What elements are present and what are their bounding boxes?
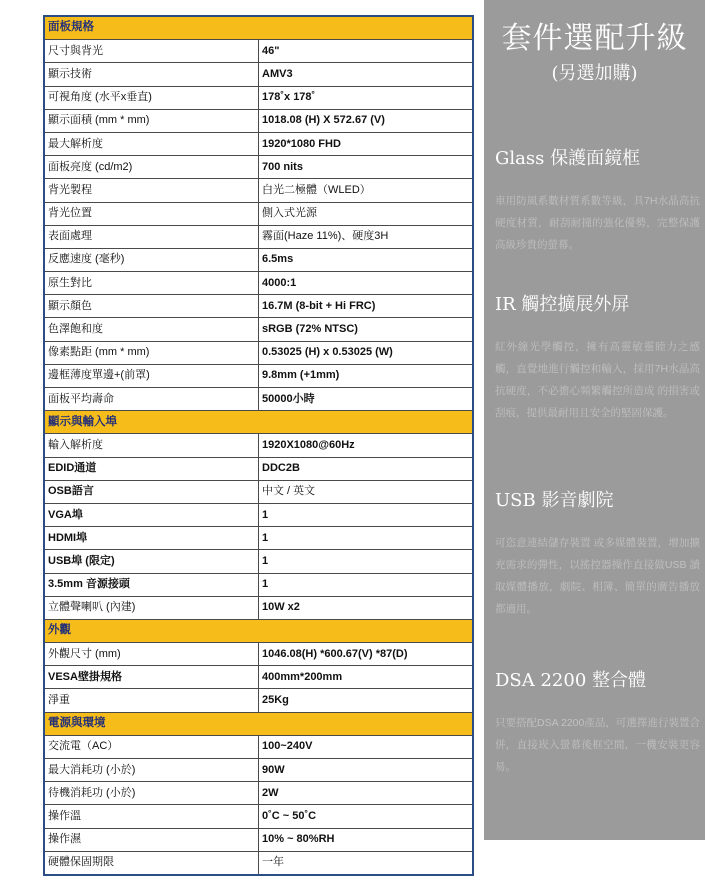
spec-value: 25Kg xyxy=(259,689,474,712)
spec-value: 178˚x 178˚ xyxy=(259,86,474,109)
spec-label: 表面處理 xyxy=(44,225,259,248)
feature-heading: DSA 2200 整合體 xyxy=(495,670,647,691)
spec-row xyxy=(44,759,473,782)
feature-glass-frame xyxy=(495,144,700,256)
spec-label: 邊框薄度單邊+(前罩) xyxy=(44,364,259,387)
spec-value: 1 xyxy=(259,527,474,550)
spec-row xyxy=(44,480,473,503)
spec-label: 交流電（AC） xyxy=(44,735,259,758)
spec-row xyxy=(44,179,473,202)
spec-row xyxy=(44,202,473,225)
section-title: 面板規格 xyxy=(44,16,473,40)
spec-label: 尺寸與背光 xyxy=(44,40,259,63)
feature-dsa-2200 xyxy=(495,666,700,778)
spec-row xyxy=(44,341,473,364)
spec-value: 100~240V xyxy=(259,735,474,758)
section-title: 外觀 xyxy=(44,619,473,642)
spec-value: 側入式光源 xyxy=(259,202,474,225)
spec-label: 3.5mm 音源接頭 xyxy=(44,573,259,596)
spec-row xyxy=(44,735,473,758)
feature-text: 車用防風系數材質系數等級，具7H水晶高抗硬度材質，耐刮耐撞的強化優勢，完整保護高級珍貴的螢幕。 xyxy=(495,195,700,251)
spec-label: 背光位置 xyxy=(44,202,259,225)
spec-label: VESA壁掛規格 xyxy=(44,666,259,689)
sidebar-title: 套件選配升級 xyxy=(501,21,688,56)
spec-row xyxy=(44,364,473,387)
spec-label: HDMI埠 xyxy=(44,527,259,550)
spec-label: VGA埠 xyxy=(44,503,259,526)
spec-value: 白光二極體（WLED） xyxy=(259,179,474,202)
spec-section-header xyxy=(44,16,473,40)
spec-label: 硬體保固期限 xyxy=(44,851,259,875)
spec-row xyxy=(44,248,473,271)
spec-label: 可視角度 (水平x垂直) xyxy=(44,86,259,109)
spec-row xyxy=(44,782,473,805)
spec-row xyxy=(44,272,473,295)
spec-value: 2W xyxy=(259,782,474,805)
spec-row xyxy=(44,689,473,712)
spec-value: 46" xyxy=(259,40,474,63)
spec-row xyxy=(44,805,473,828)
spec-row xyxy=(44,596,473,619)
feature-text: 紅外線光學觸控，擁有高靈敏靈睦力之感觸，直覺地進行觸控和輸入，採用7H水晶高抗硬度，不必擔心頻繁觸控所造成 的損害或刮痕，提供最耐用且安全的堅固保護。 xyxy=(495,341,700,419)
spec-value: 1018.08 (H) X 572.67 (V) xyxy=(259,109,474,132)
spec-value: 16.7M (8-bit + Hi FRC) xyxy=(259,295,474,318)
spec-row xyxy=(44,388,473,411)
spec-row xyxy=(44,225,473,248)
section-title: 顯示與輸入埠 xyxy=(44,411,473,434)
feature-heading: USB 影音劇院 xyxy=(495,490,614,511)
spec-section-header xyxy=(44,411,473,434)
feature-usb-theater xyxy=(495,486,700,620)
spec-value: AMV3 xyxy=(259,63,474,86)
spec-label: 最大消耗功 (小於) xyxy=(44,759,259,782)
spec-value: 9.8mm (+1mm) xyxy=(259,364,474,387)
spec-row xyxy=(44,132,473,155)
spec-label: 背光製程 xyxy=(44,179,259,202)
spec-row xyxy=(44,40,473,63)
spec-value: 0.53025 (H) x 0.53025 (W) xyxy=(259,341,474,364)
spec-label: 反應速度 (毫秒) xyxy=(44,248,259,271)
spec-label: 待機消耗功 (小於) xyxy=(44,782,259,805)
spec-row xyxy=(44,573,473,596)
spec-label: 面板亮度 (cd/m2) xyxy=(44,156,259,179)
spec-value: 700 nits xyxy=(259,156,474,179)
spec-value: 1920*1080 FHD xyxy=(259,132,474,155)
spec-value: sRGB (72% NTSC) xyxy=(259,318,474,341)
spec-label: 顯示面積 (mm * mm) xyxy=(44,109,259,132)
spec-label: 色澤飽和度 xyxy=(44,318,259,341)
spec-row xyxy=(44,86,473,109)
spec-label: 操作溫 xyxy=(44,805,259,828)
spec-label: 立體聲喇叭 (內建) xyxy=(44,596,259,619)
spec-label: 最大解析度 xyxy=(44,132,259,155)
spec-value: 90W xyxy=(259,759,474,782)
spec-value: DDC2B xyxy=(259,457,474,480)
spec-label: 輸入解析度 xyxy=(44,434,259,457)
spec-row xyxy=(44,295,473,318)
feature-text: 可恣意連結儲存裝置 或多媒體裝置，增加擴充需求的彈性，以搖控器操作直接做USB 讀取媒體播放，劇院、相簿、簡單的廣告播放都適用。 xyxy=(495,537,700,615)
spec-row xyxy=(44,643,473,666)
feature-heading: IR 觸控擴展外屏 xyxy=(495,294,630,315)
spec-row xyxy=(44,63,473,86)
spec-value: 霧面(Haze 11%)、硬度3H xyxy=(259,225,474,248)
spec-row xyxy=(44,851,473,875)
spec-label: 顯示技術 xyxy=(44,63,259,86)
spec-row xyxy=(44,550,473,573)
spec-row xyxy=(44,434,473,457)
spec-value: 1920X1080@60Hz xyxy=(259,434,474,457)
spec-value: 1 xyxy=(259,573,474,596)
spec-row xyxy=(44,527,473,550)
spec-value: 一年 xyxy=(259,851,474,875)
spec-row xyxy=(44,503,473,526)
sidebar-subtitle: (另選加購) xyxy=(551,63,638,84)
spec-value: 1 xyxy=(259,503,474,526)
spec-label: USB埠 (限定) xyxy=(44,550,259,573)
spec-label: 操作濕 xyxy=(44,828,259,851)
feature-heading: Glass 保護面鏡框 xyxy=(495,148,641,169)
spec-value: 400mm*200mm xyxy=(259,666,474,689)
spec-section-header xyxy=(44,712,473,735)
spec-label: OSB語言 xyxy=(44,480,259,503)
spec-value: 6.5ms xyxy=(259,248,474,271)
section-title: 電源與環境 xyxy=(44,712,473,735)
spec-row xyxy=(44,318,473,341)
spec-value: 1 xyxy=(259,550,474,573)
feature-text: 只要搭配DSA 2200產品，可選擇進行裝置合併，直接崁入螢幕後框空間，一機安裝更容易。 xyxy=(495,717,700,773)
spec-table xyxy=(43,15,474,876)
spec-label: 淨重 xyxy=(44,689,259,712)
spec-value: 10W x2 xyxy=(259,596,474,619)
feature-ir-touch xyxy=(495,290,700,424)
spec-value: 50000小時 xyxy=(259,388,474,411)
spec-row xyxy=(44,109,473,132)
upgrade-sidebar xyxy=(484,0,705,840)
spec-row xyxy=(44,457,473,480)
spec-section-header xyxy=(44,619,473,642)
spec-value: 10% ~ 80%RH xyxy=(259,828,474,851)
spec-value: 0˚C ~ 50˚C xyxy=(259,805,474,828)
spec-value: 1046.08(H) *600.67(V) *87(D) xyxy=(259,643,474,666)
spec-label: 面板平均壽命 xyxy=(44,388,259,411)
spec-label: EDID通道 xyxy=(44,457,259,480)
spec-label: 像素點距 (mm * mm) xyxy=(44,341,259,364)
spec-row xyxy=(44,666,473,689)
spec-value: 中文 / 英文 xyxy=(259,480,474,503)
spec-label: 原生對比 xyxy=(44,272,259,295)
spec-value: 4000:1 xyxy=(259,272,474,295)
spec-label: 外觀尺寸 (mm) xyxy=(44,643,259,666)
spec-row xyxy=(44,156,473,179)
spec-label: 顯示顏色 xyxy=(44,295,259,318)
